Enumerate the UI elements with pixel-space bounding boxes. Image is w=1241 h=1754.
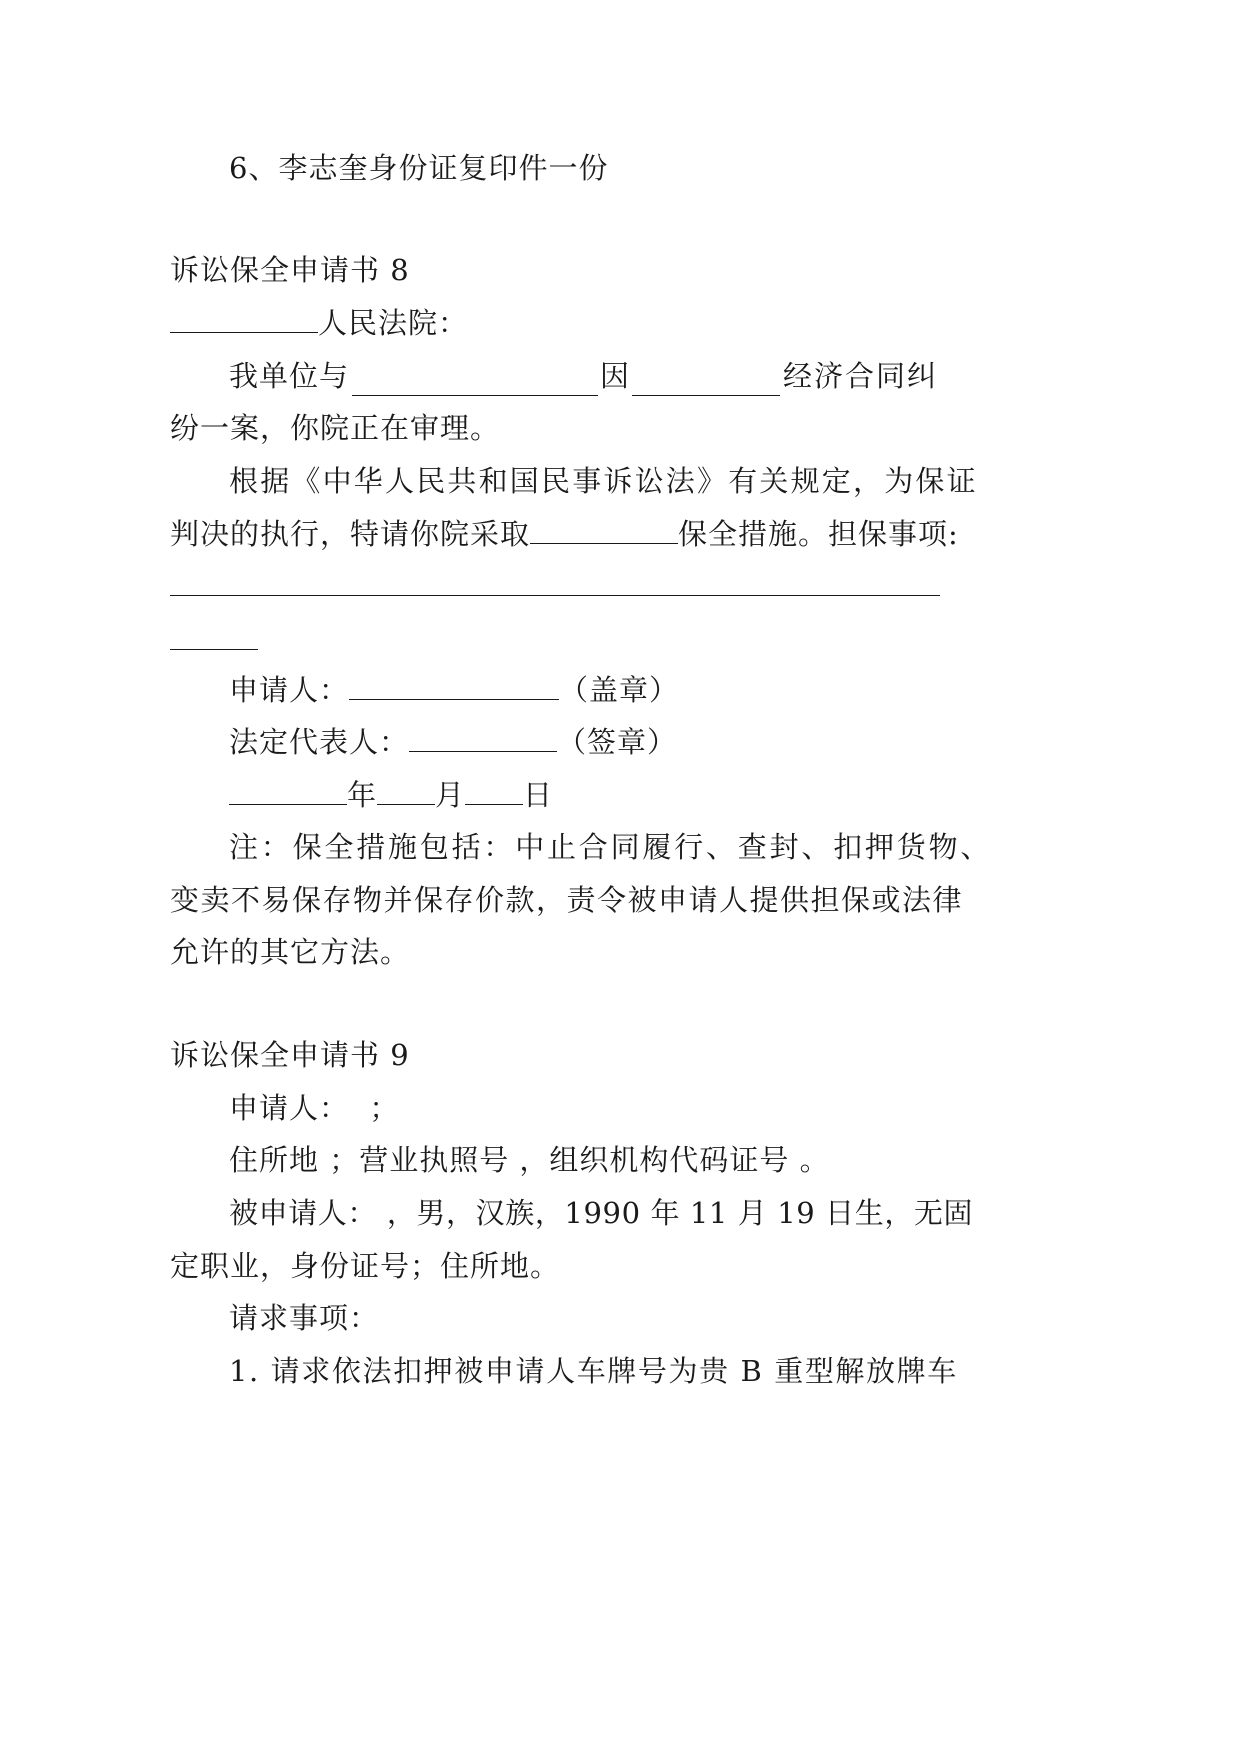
reason-blank (632, 367, 780, 396)
section-8-title: 诉讼保全申请书 8 (170, 253, 410, 287)
guarantee-blank-line-1 (170, 595, 940, 596)
attachment-item-6: 6、李志奎身份证复印件一份 (229, 151, 609, 185)
applicant-label: 申请人： (229, 673, 350, 707)
year-label: 年 (347, 778, 378, 812)
p1-text-c: 经济合同纠 (782, 359, 938, 393)
paragraph-1-line-2: 纷一案，你院正在审理。 (170, 411, 501, 445)
applicant-signature-line (229, 670, 679, 710)
day-label: 日 (523, 778, 554, 812)
s9-address: 住所地 ；营业执照号 ，组织机构代码证号 。 (229, 1143, 830, 1177)
applicant-seal: （盖章） (559, 673, 680, 707)
guarantee-blank-line-2 (170, 649, 258, 650)
note-line-2: 变卖不易保存物并保存价款，责令被申请人提供担保或法律 (170, 883, 964, 917)
s9-claim-1: 1. 请求依法扣押被申请人车牌号为贵 B 重型解放牌车 (229, 1354, 958, 1388)
legal-rep-signature-line (229, 722, 677, 762)
legal-rep-blank (409, 723, 557, 752)
court-suffix: 人民法院： (318, 306, 469, 340)
measure-blank (530, 515, 678, 544)
legal-rep-label: 法定代表人： (229, 725, 410, 759)
paragraph-1-line-1 (229, 356, 938, 396)
month-label: 月 (435, 778, 466, 812)
p1-text-a: 我单位与 (229, 359, 350, 393)
s9-claims-label: 请求事项： (229, 1301, 380, 1335)
s9-respondent-line-2: 定职业，身份证号；住所地。 (170, 1249, 561, 1283)
s9-applicant: 申请人： ； (229, 1091, 400, 1125)
section-9-title: 诉讼保全申请书 9 (170, 1038, 410, 1072)
note-line-3: 允许的其它方法。 (170, 935, 411, 969)
month-blank (377, 776, 435, 805)
date-line (229, 775, 553, 815)
day-blank (465, 776, 523, 805)
paragraph-2-line-2 (170, 514, 959, 554)
party-name-blank (352, 367, 598, 396)
paragraph-2-line-1: 根据《中华人民共和国民事诉讼法》有关规定，为保证 (229, 464, 978, 498)
court-addressee (170, 303, 468, 343)
court-name-blank (170, 304, 318, 333)
note-line-1: 注：保全措施包括：中止合同履行、查封、扣押货物、 (229, 830, 993, 864)
applicant-blank (349, 671, 559, 700)
p2-text-b: 保全措施。担保事项: (678, 517, 959, 551)
s9-respondent-line-1: 被申请人： ，男，汉族，1990 年 11 月 19 日生，无固 (229, 1196, 974, 1230)
legal-rep-seal: （签章） (557, 725, 678, 759)
p1-text-b: 因 (599, 359, 630, 393)
p2-text-a: 判决的执行，特请你院采取 (170, 517, 531, 551)
year-blank (229, 776, 347, 805)
